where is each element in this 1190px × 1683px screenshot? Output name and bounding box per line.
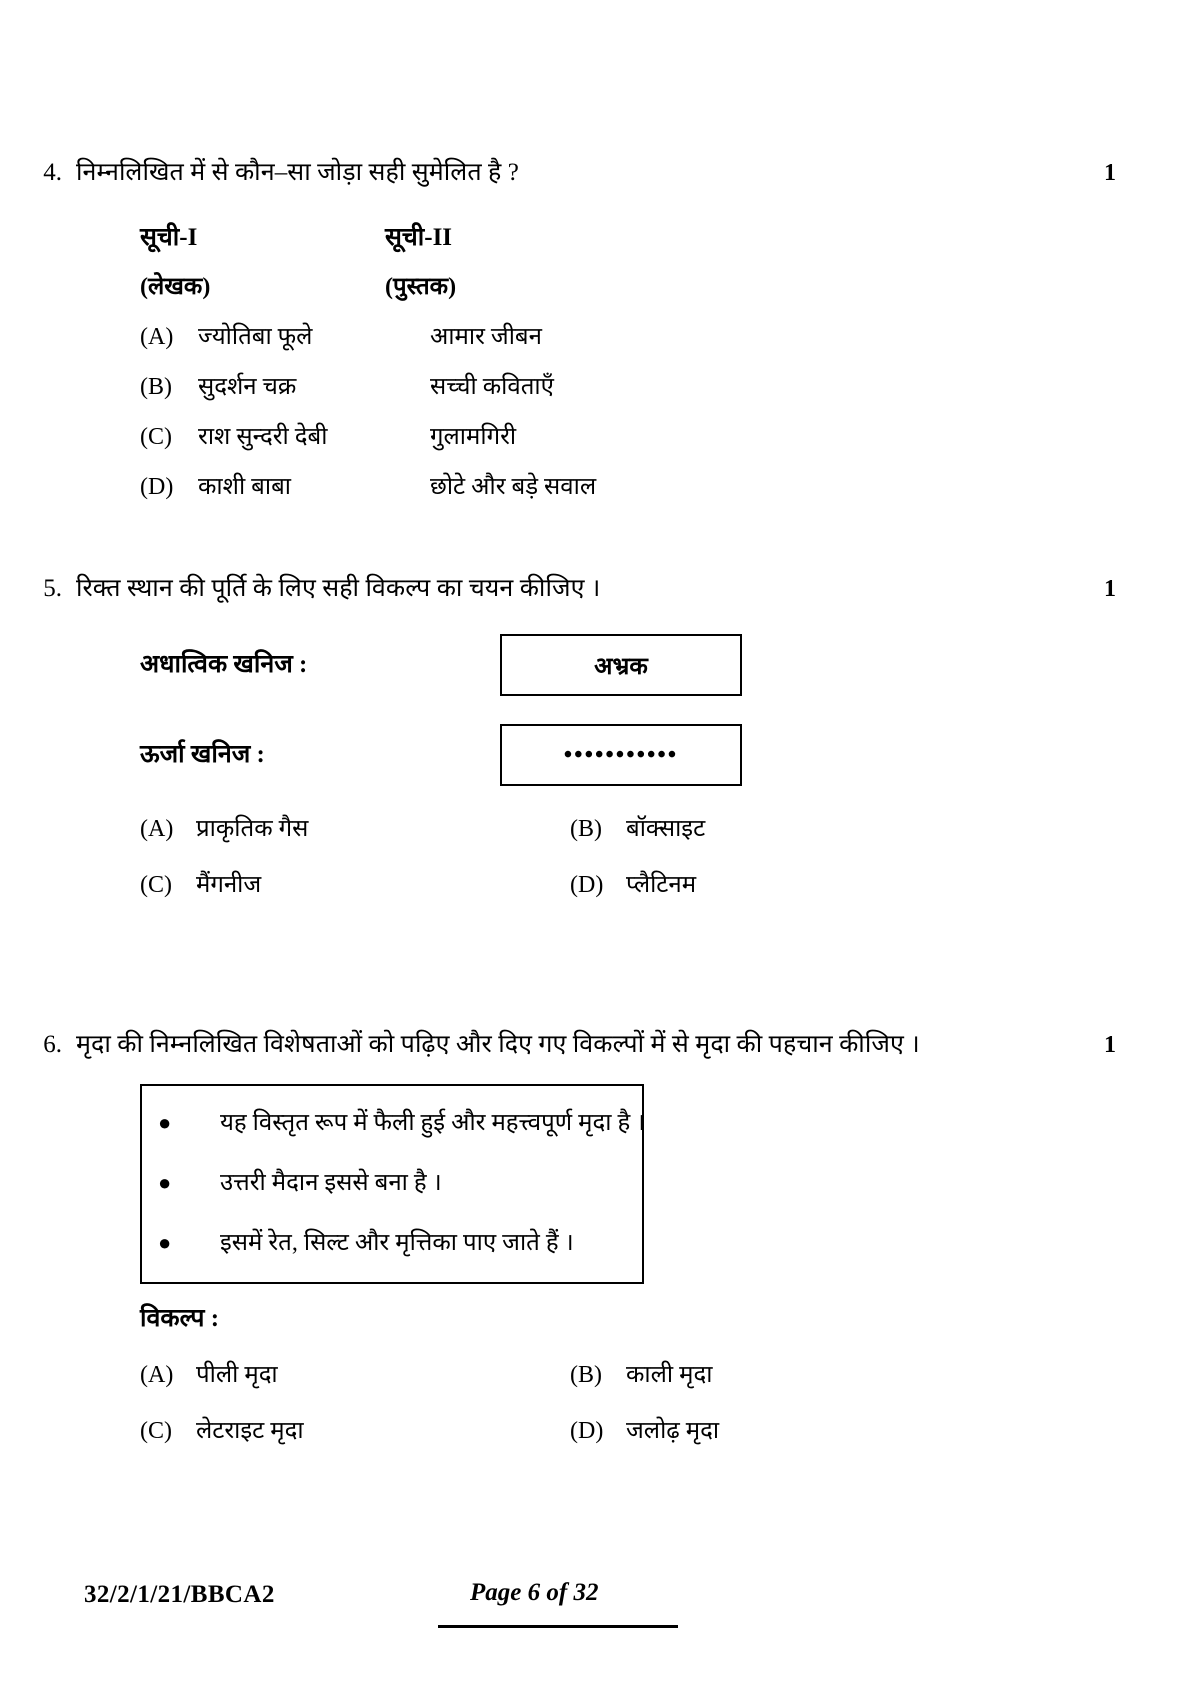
table-row[interactable] [140,320,1190,354]
option-row [140,812,1190,846]
table-row[interactable] [140,420,1190,454]
option-row [140,868,1190,902]
option-d-value: जलोढ़ मृदा [626,1418,720,1444]
question-4-rows [0,320,1190,504]
list-item [142,1106,646,1140]
question-4-list-headers [0,220,1190,256]
row-author: काशी बाबा [198,474,292,500]
list-item [142,1166,642,1200]
bullet-icon: ● [158,1110,172,1135]
fill-label-nonmetallic: अधात्विक खनिज : [140,651,308,678]
bullet-text: उत्तरी मैदान इससे बना है । [220,1170,442,1196]
fill-row-nonmetallic [0,634,1190,696]
option-d[interactable] [570,868,696,902]
row-author: ज्योतिबा फूले [198,324,313,350]
option-b-value: बॉक्साइट [626,816,706,842]
paper-code: 32/2/1/21/BBCA2 [84,1581,275,1608]
table-row[interactable] [140,470,1190,504]
row-book: सच्ची कविताएँ [430,374,554,400]
question-5-text: रिक्त स्थान की पूर्ति के लिए सही विकल्प का चयन कीजिए । [76,575,601,602]
bullet-text: इसमें रेत, सिल्ट और मृत्तिका पाए जाते हैं । [220,1230,574,1256]
option-b-label: (B) [570,1362,602,1388]
question-5-marks: 1 [1104,576,1116,602]
option-d-label: (D) [570,1418,604,1444]
question-4-number: 4. [43,159,62,186]
row-author: सुदर्शन चक्र [198,374,297,400]
list-subheader-left: (लेखक) [140,274,211,300]
question-6 [0,1028,1190,1470]
question-5-number: 5. [43,575,62,602]
question-6-options-label: विकल्प : [140,1305,220,1332]
question-4 [0,156,1190,520]
option-d[interactable] [570,1414,719,1448]
option-b[interactable] [570,812,705,846]
question-5 [0,572,1190,924]
option-b[interactable] [570,1358,712,1392]
question-6-marks: 1 [1104,1032,1116,1058]
bullet-icon: ● [158,1230,172,1255]
option-c-value: मैंगनीज [196,872,262,898]
option-row [140,1358,1190,1392]
question-4-header [0,156,1190,190]
footer-divider [438,1625,678,1628]
page-footer [0,1563,1190,1683]
option-c[interactable] [140,868,570,902]
question-6-header [0,1028,1190,1062]
question-5-options [0,812,1190,902]
row-tag: (D) [140,474,174,500]
question-4-marks: 1 [1104,160,1116,186]
option-c-value: लेटराइट मृदा [196,1418,304,1444]
row-author: राश सुन्दरी देबी [198,424,328,450]
row-book: आमार जीबन [430,324,542,350]
question-6-number: 6. [43,1031,62,1058]
question-6-options [0,1358,1190,1448]
row-book: गुलामगिरी [430,424,517,450]
list-subheader-right: (पुस्तक) [385,274,457,300]
row-tag: (A) [140,324,174,350]
option-c-label: (C) [140,1418,172,1444]
option-b-value: काली मृदा [626,1362,713,1388]
list-header-left: सूची-I [140,224,198,251]
question-6-text: मृदा की निम्नलिखित विशेषताओं को पढ़िए और दिए गए विकल्पों में से मृदा की पहचान कीजिए । [76,1031,920,1058]
option-b-label: (B) [570,816,602,842]
fill-box-blank[interactable]: ••••••••••• [500,724,742,786]
option-row [140,1414,1190,1448]
question-4-list-subheaders [0,270,1190,304]
option-c-label: (C) [140,872,172,898]
fill-label-energy: ऊर्जा खनिज : [140,741,265,768]
option-a[interactable] [140,812,570,846]
option-c[interactable] [140,1414,570,1448]
row-book: छोटे और बड़े सवाल [430,474,597,500]
bullet-text: यह विस्तृत रूप में फैली हुई और महत्त्वपूर्ण मृदा है । [220,1110,646,1136]
question-5-header [0,572,1190,606]
fill-box-nonmetallic: अभ्रक [500,634,742,696]
list-header-right: सूची-II [385,224,453,251]
option-a-value: प्राकृतिक गैस [196,816,309,842]
option-d-value: प्लैटिनम [626,872,697,898]
option-d-label: (D) [570,872,604,898]
question-6-feature-box [140,1084,644,1284]
question-4-text: निम्नलिखित में से कौन–सा जोड़ा सही सुमेलित है ? [76,159,519,186]
option-a-label: (A) [140,816,174,842]
option-a-value: पीली मृदा [196,1362,278,1388]
bullet-icon: ● [158,1170,172,1195]
row-tag: (C) [140,424,172,450]
page-number: Page 6 of 32 [470,1579,599,1606]
option-a-label: (A) [140,1362,174,1388]
table-row[interactable] [140,370,1190,404]
list-item [142,1226,642,1260]
fill-row-energy [0,724,1190,786]
row-tag: (B) [140,374,172,400]
option-a[interactable] [140,1358,570,1392]
